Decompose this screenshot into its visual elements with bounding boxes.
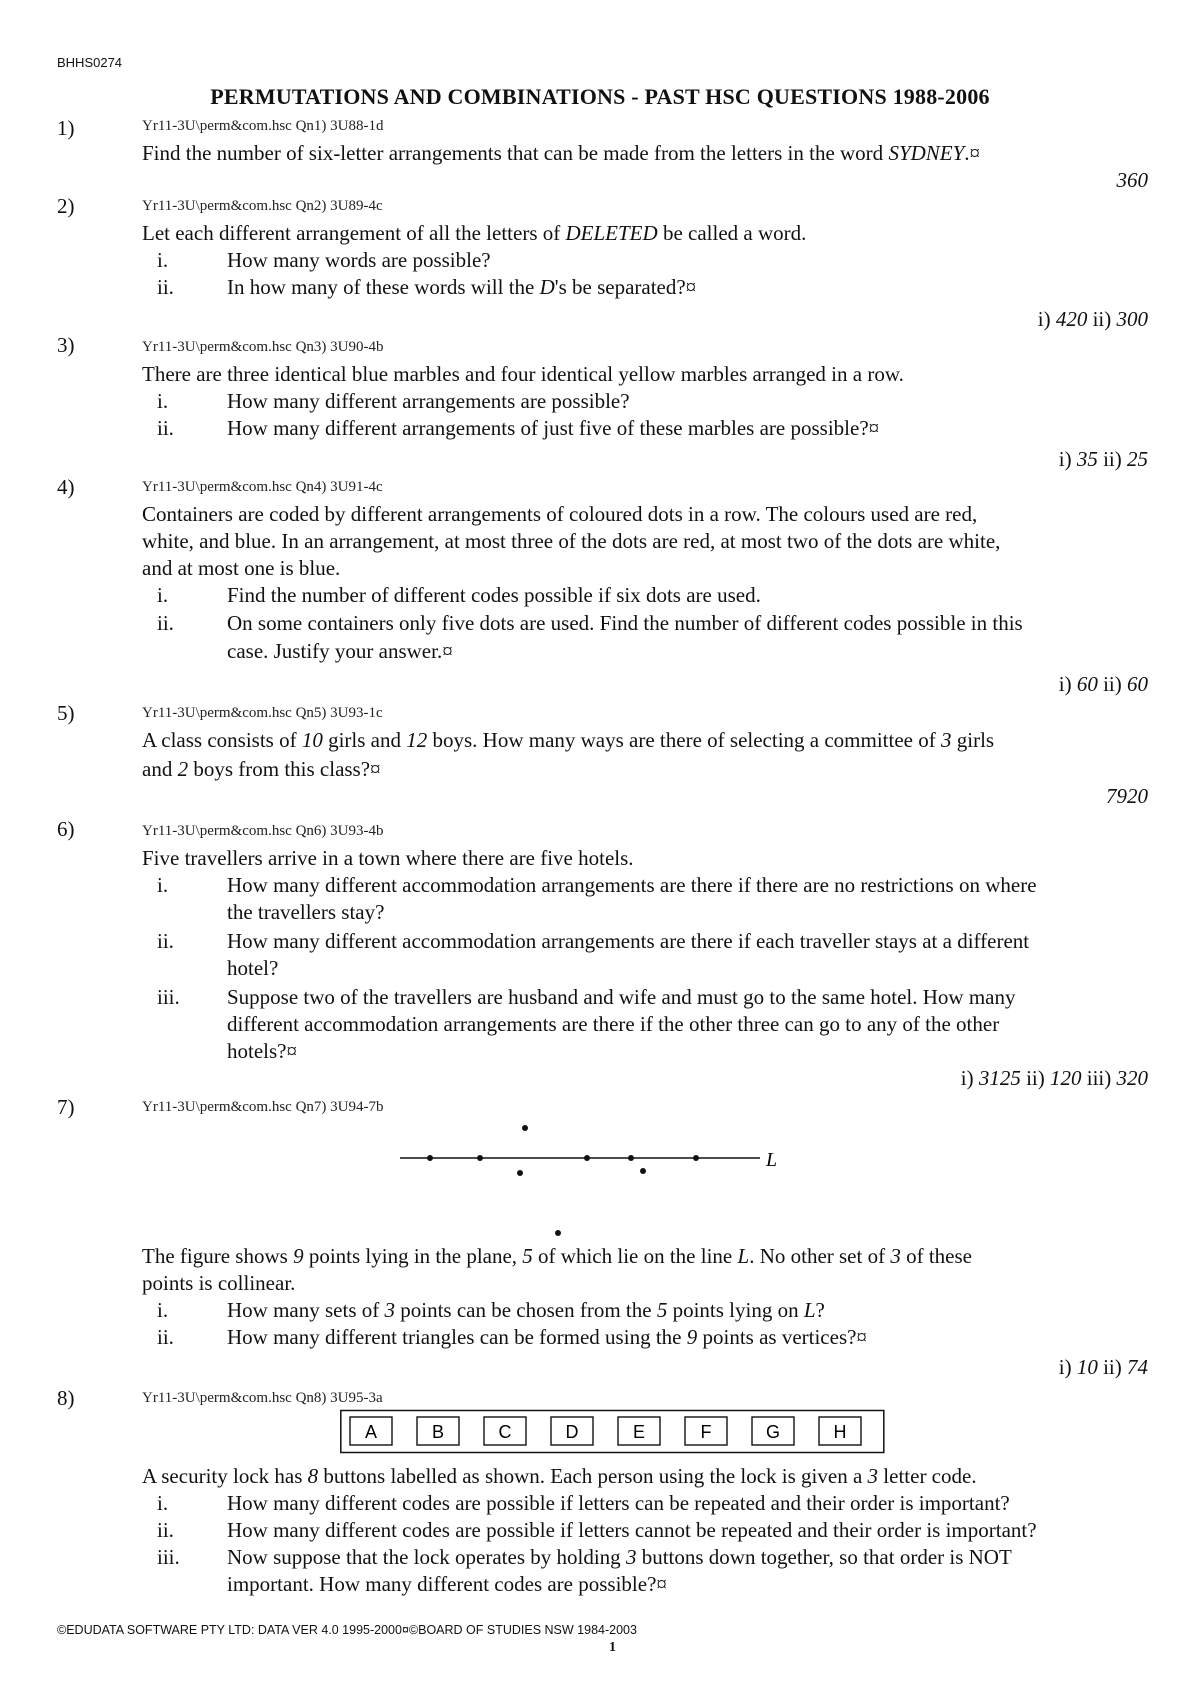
lock-button-label: F bbox=[700, 1422, 712, 1442]
part-label: ii. bbox=[157, 275, 174, 299]
part-label: i. bbox=[157, 1298, 169, 1322]
part-label: i. bbox=[157, 248, 169, 272]
answer: 360 bbox=[1116, 168, 1148, 192]
part-label: ii. bbox=[157, 416, 174, 440]
question-source: Yr11-3U\perm&com.hsc Qn7) 3U94-7b bbox=[142, 1099, 384, 1115]
collinear-points-figure bbox=[380, 1110, 820, 1240]
lock-keypad-figure bbox=[340, 1409, 886, 1457]
part-text: How many different triangles can be formed using the 9 points as vertices?¤ bbox=[227, 1325, 867, 1349]
question-number: 1) bbox=[57, 116, 75, 140]
question-text: and at most one is blue. bbox=[142, 556, 341, 580]
lock-button-label: E bbox=[632, 1422, 646, 1442]
question-number: 7) bbox=[57, 1095, 75, 1119]
lock-button-label: H bbox=[833, 1422, 847, 1442]
point-on-line bbox=[427, 1155, 433, 1161]
question-source: Yr11-3U\perm&com.hsc Qn6) 3U93-4b bbox=[142, 823, 384, 839]
part-label: i. bbox=[157, 1491, 169, 1515]
question-source: Yr11-3U\perm&com.hsc Qn5) 3U93-1c bbox=[142, 705, 383, 721]
part-label: ii. bbox=[157, 929, 174, 953]
part-text: case. Justify your answer.¤ bbox=[227, 639, 453, 663]
lock-button-label: G bbox=[765, 1422, 781, 1442]
part-text: different accommodation arrangements are there if the other three can go to any of the other bbox=[227, 1012, 1000, 1036]
part-label: ii. bbox=[157, 1325, 174, 1349]
header-code: BHHS0274 bbox=[57, 55, 123, 70]
page-title: PERMUTATIONS AND COMBINATIONS - PAST HSC QUESTIONS 1988-2006 bbox=[210, 84, 990, 109]
answer: i) 420 ii) 300 bbox=[1037, 307, 1148, 331]
part-text: How many different arrangements are possible? bbox=[227, 389, 630, 413]
lock-button-label: B bbox=[431, 1422, 445, 1442]
page-mark: 1 bbox=[609, 1640, 616, 1655]
question-number: 3) bbox=[57, 333, 75, 357]
part-label: iii. bbox=[157, 985, 180, 1009]
answer: i) 10 ii) 74 bbox=[1058, 1355, 1148, 1379]
part-label: i. bbox=[157, 389, 169, 413]
part-text: How many different accommodation arrangements are there if there are no restrictions on where bbox=[227, 873, 1037, 897]
part-text: Suppose two of the travellers are husband and wife and must go to the same hotel. How many bbox=[227, 985, 1016, 1009]
question-text: Let each different arrangement of all the letters of DELETED be called a word. bbox=[142, 221, 807, 245]
question-text: points is collinear. bbox=[142, 1271, 296, 1295]
question-text: Containers are coded by different arrangements of coloured dots in a row. The colours used are red, bbox=[142, 502, 978, 526]
question-number: 5) bbox=[57, 701, 75, 725]
part-text: How many different arrangements of just five of these marbles are possible?¤ bbox=[227, 416, 880, 440]
question-text: There are three identical blue marbles and four identical yellow marbles arranged in a row. bbox=[142, 362, 904, 386]
lock-button-label: C bbox=[498, 1422, 512, 1442]
part-text: On some containers only five dots are used. Find the number of different codes possible in this bbox=[227, 611, 1023, 635]
point-on-line bbox=[477, 1155, 483, 1161]
part-label: ii. bbox=[157, 1518, 174, 1542]
part-text: Find the number of different codes possible if six dots are used. bbox=[227, 583, 761, 607]
part-text: How many words are possible? bbox=[227, 248, 491, 272]
part-label: iii. bbox=[157, 1545, 180, 1569]
question-text: A security lock has 8 buttons labelled as shown. Each person using the lock is given a 3 letter code. bbox=[142, 1464, 977, 1488]
part-text: Now suppose that the lock operates by holding 3 buttons down together, so that order is NOT bbox=[227, 1545, 1012, 1569]
question-source: Yr11-3U\perm&com.hsc Qn2) 3U89-4c bbox=[142, 198, 383, 214]
question-number: 6) bbox=[57, 817, 75, 841]
answer: i) 3125 ii) 120 iii) 320 bbox=[960, 1066, 1148, 1090]
part-text: How many different accommodation arrangements are there if each traveller stays at a different bbox=[227, 929, 1030, 953]
part-text: In how many of these words will the D's be separated?¤ bbox=[227, 275, 697, 299]
lock-button-label: D bbox=[565, 1422, 579, 1442]
part-text: How many sets of 3 points can be chosen from the 5 points lying on L? bbox=[227, 1298, 825, 1322]
question-source: Yr11-3U\perm&com.hsc Qn8) 3U95-3a bbox=[142, 1390, 383, 1406]
answer: 7920 bbox=[1106, 784, 1148, 808]
question-number: 2) bbox=[57, 194, 75, 218]
question-number: 4) bbox=[57, 475, 75, 499]
part-label: i. bbox=[157, 873, 169, 897]
line-label: L bbox=[766, 1149, 778, 1171]
point-on-line bbox=[628, 1155, 634, 1161]
lock-button-label: A bbox=[364, 1422, 378, 1442]
question-source: Yr11-3U\perm&com.hsc Qn4) 3U91-4c bbox=[142, 479, 383, 495]
answer: i) 60 ii) 60 bbox=[1058, 672, 1148, 696]
point-off-line bbox=[640, 1168, 646, 1174]
question-text: Five travellers arrive in a town where there are five hotels. bbox=[142, 846, 634, 870]
point-off-line bbox=[517, 1170, 523, 1176]
part-text: hotels?¤ bbox=[227, 1039, 297, 1063]
question-source: Yr11-3U\perm&com.hsc Qn1) 3U88-1d bbox=[142, 118, 384, 134]
point-off-line bbox=[522, 1125, 528, 1131]
question-text: white, and blue. In an arrangement, at most three of the dots are red, at most two of the dots are white, bbox=[142, 529, 1001, 553]
part-label: i. bbox=[157, 583, 169, 607]
question-text: and 2 boys from this class?¤ bbox=[142, 757, 381, 781]
footer-copyright: ©EDUDATA SOFTWARE PTY LTD: DATA VER 4.0 1995-2000¤©BOARD OF STUDIES NSW 1984-2003 bbox=[57, 1623, 637, 1637]
part-text: important. How many different codes are possible?¤ bbox=[227, 1572, 667, 1596]
part-text: How many different codes are possible if letters can be repeated and their order is important? bbox=[227, 1491, 1010, 1515]
answer: i) 35 ii) 25 bbox=[1058, 447, 1148, 471]
point-on-line bbox=[584, 1155, 590, 1161]
question-number: 8) bbox=[57, 1386, 75, 1410]
part-label: ii. bbox=[157, 611, 174, 635]
question-source: Yr11-3U\perm&com.hsc Qn3) 3U90-4b bbox=[142, 339, 384, 355]
question-text: The figure shows 9 points lying in the plane, 5 of which lie on the line L. No other set of 3 of these bbox=[142, 1244, 972, 1268]
question-text: Find the number of six-letter arrangements that can be made from the letters in the word SYDNEY.¤ bbox=[142, 141, 981, 165]
part-text: hotel? bbox=[227, 956, 279, 980]
part-text: How many different codes are possible if letters cannot be repeated and their order is important? bbox=[227, 1518, 1037, 1542]
part-text: the travellers stay? bbox=[227, 900, 385, 924]
question-text: A class consists of 10 girls and 12 boys. How many ways are there of selecting a committee of 3 girls bbox=[142, 728, 995, 752]
point-on-line bbox=[693, 1155, 699, 1161]
point-off-line bbox=[555, 1230, 561, 1236]
